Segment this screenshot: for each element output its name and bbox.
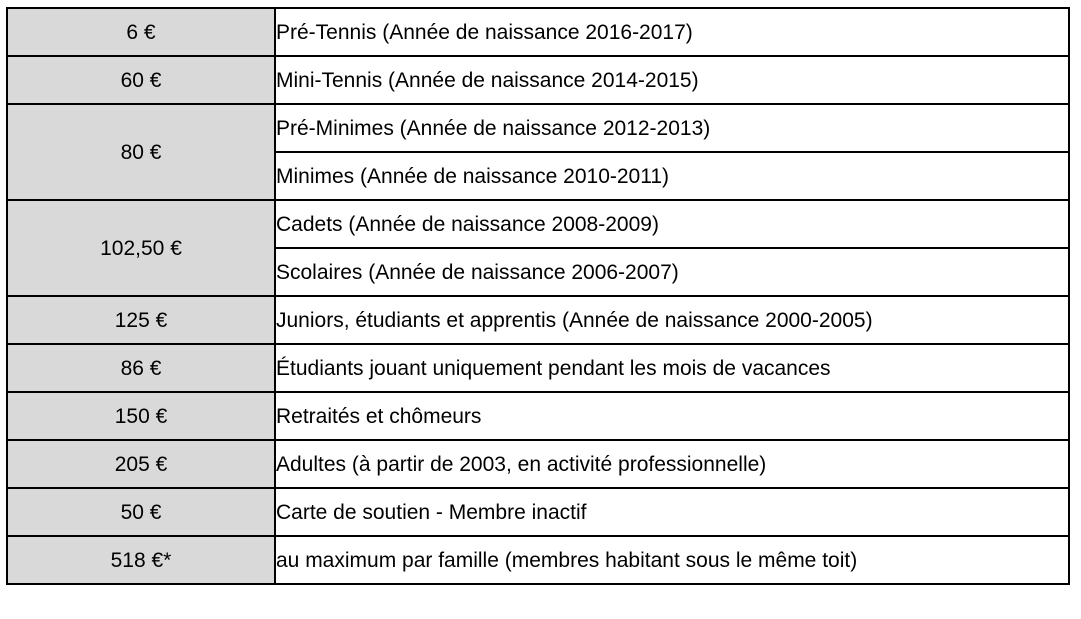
- price-cell: 80 €: [7, 104, 275, 200]
- price-cell: 6 €: [7, 8, 275, 56]
- category-cell: Minimes (Année de naissance 2010-2011): [275, 152, 1069, 200]
- table-row: [7, 200, 1069, 248]
- category-cell: Pré-Minimes (Année de naissance 2012-2013): [275, 104, 1069, 152]
- category-cell: Cadets (Année de naissance 2008-2009): [275, 200, 1069, 248]
- table-row: [7, 296, 1069, 344]
- price-cell: 60 €: [7, 56, 275, 104]
- price-cell: 125 €: [7, 296, 275, 344]
- price-cell: 50 €: [7, 488, 275, 536]
- table-row: [7, 104, 1069, 152]
- category-cell: Carte de soutien - Membre inactif: [275, 488, 1069, 536]
- price-cell: 102,50 €: [7, 200, 275, 296]
- category-cell: Adultes (à partir de 2003, en activité professionnelle): [275, 440, 1069, 488]
- category-cell: Juniors, étudiants et apprentis (Année de naissance 2000-2005): [275, 296, 1069, 344]
- table-row: [7, 8, 1069, 56]
- price-cell: 205 €: [7, 440, 275, 488]
- category-cell: Scolaires (Année de naissance 2006-2007): [275, 248, 1069, 296]
- table-row: [7, 56, 1069, 104]
- table-row: [7, 536, 1069, 584]
- category-cell: Mini-Tennis (Année de naissance 2014-2015): [275, 56, 1069, 104]
- category-cell: au maximum par famille (membres habitant sous le même toit): [275, 536, 1069, 584]
- price-cell: 86 €: [7, 344, 275, 392]
- category-cell: Étudiants jouant uniquement pendant les mois de vacances: [275, 344, 1069, 392]
- table-row: [7, 392, 1069, 440]
- price-cell: 150 €: [7, 392, 275, 440]
- membership-fee-table: [6, 7, 1070, 585]
- table-row: [7, 440, 1069, 488]
- table-row: [7, 344, 1069, 392]
- table-row: [7, 488, 1069, 536]
- price-cell: 518 €*: [7, 536, 275, 584]
- category-cell: Retraités et chômeurs: [275, 392, 1069, 440]
- category-cell: Pré-Tennis (Année de naissance 2016-2017): [275, 8, 1069, 56]
